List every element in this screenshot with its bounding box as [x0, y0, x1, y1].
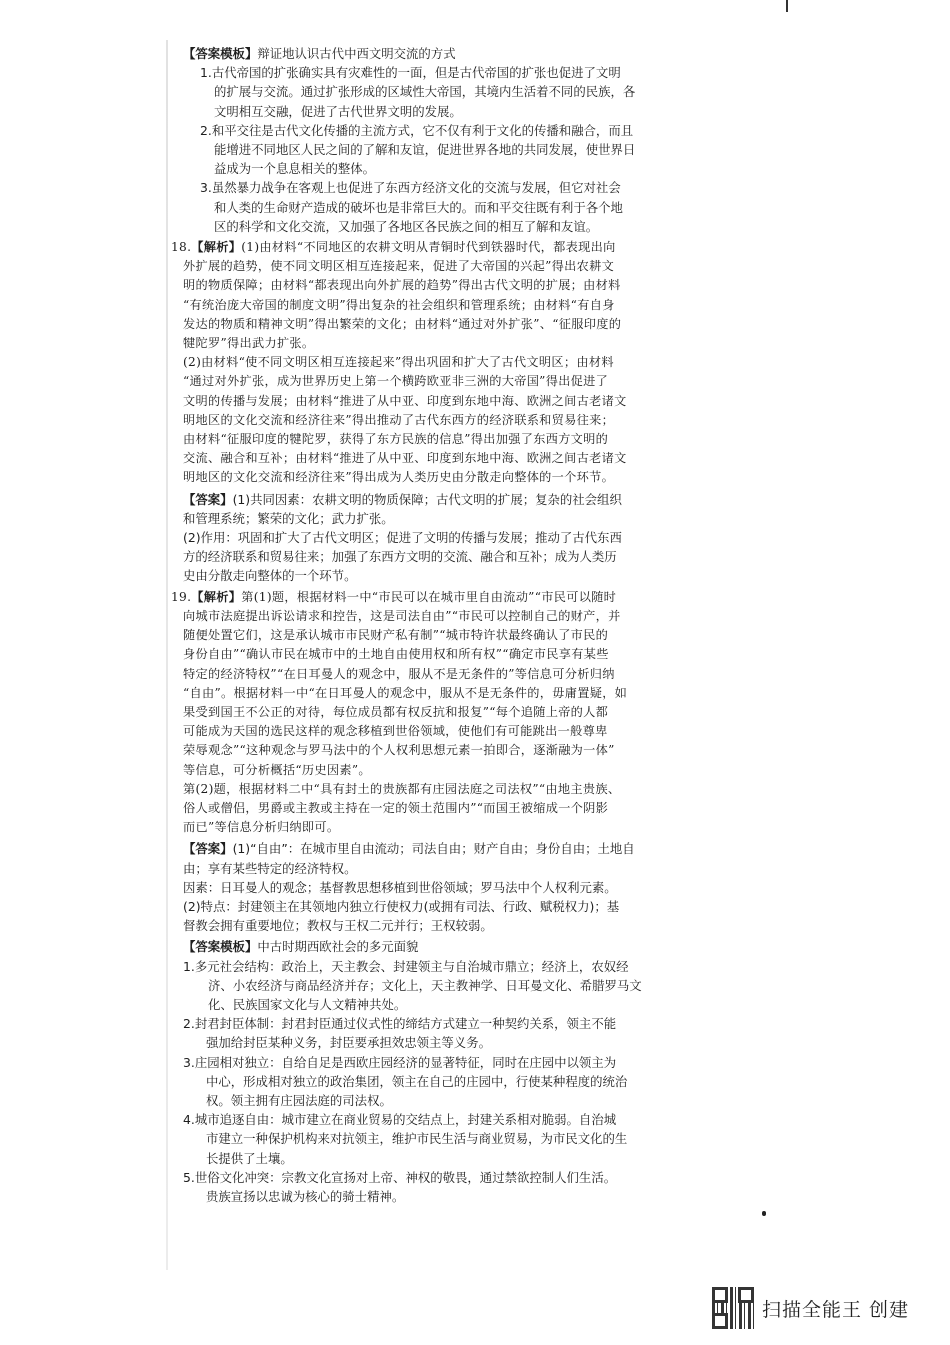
answer-line: (2)作用：巩固和扩大了古代文明区；促进了文明的传播与发展；推动了古代东西 [183, 530, 622, 546]
scan-mark [786, 0, 788, 12]
template-2-line: 5.世俗文化冲突：宗教文化宣扬对上帝、神权的敬畏，通过禁欲控制人们生活。 [183, 1169, 617, 1185]
template-2-line: 长提供了土壤。 [206, 1150, 293, 1166]
answer-line: 因素：日耳曼人的观念；基督教思想移植到世俗领域；罗马法中个人权利元素。 [183, 879, 617, 895]
template-2-line: 1.多元社会结构：政治上，天主教会、封建领主与自治城市鼎立；经济上，农奴经 [183, 958, 629, 974]
q18-answer-header [183, 490, 683, 509]
template-1-line: 1.古代帝国的扩张确实具有灾难性的一面，但是古代帝国的扩张也促进了文明 [200, 65, 621, 81]
answer-line: 督教会拥有重要地位；教权与王权二元并行；王权较弱。 [183, 918, 493, 934]
scanner-watermark [712, 1287, 909, 1329]
watermark-text: 扫描全能王 创建 [762, 1298, 910, 1321]
analysis-line: 第(1)题，根据材料一中“市民可以在城市里自由流动”“市民可以随时 [241, 589, 617, 604]
answer-line: 方的经济联系和贸易往来；加强了东西方文明的交流、融合和互补；成为人类历 [183, 549, 617, 565]
analysis-line: 外扩展的趋势，使不同文明区相互连接起来，促进了大帝国的兴起”得出农耕文 [183, 259, 615, 274]
scan-edge [166, 40, 168, 1270]
template-1-line: 3.虽然暴力战争在客观上也促进了东西方经济文化的交流与发展，但它对社会 [200, 180, 621, 196]
answer-line: (1)“自由”：在城市里自由流动；司法自由；财产自由；身份自由；土地自 [232, 841, 635, 857]
template-2-line: 4.城市追逐自由：城市建立在商业贸易的交结点上，封建关系相对脆弱。自治城 [183, 1112, 617, 1128]
analysis-line: 果受到国王不公正的对待，每位成员都有权反抗和报复”“每个追随上帝的人都 [183, 704, 609, 719]
analysis-line: 明地区的文化交流和经济往来”得出成为人类历史由分散走向整体的一个环节。 [183, 470, 615, 485]
analysis-line: 随便处置它们，这是承认城市市民财产私有制”“城市特许状最终确认了市民的 [183, 628, 609, 643]
answer-line: (2)特点：封建领主在其领地内独立行使权力(或拥有司法、行政、赋税权力)；基 [183, 898, 620, 914]
template-tag: 【答案模板】 [183, 939, 258, 955]
template-1-line: 文明相互交融，促进了古代世界文明的发展。 [214, 103, 462, 119]
template-2-line: 济、小农经济与商品经济并存；文化上，天主教神学、日耳曼文化、希腊罗马文 [208, 977, 642, 993]
template-1-line: 区的科学和文化交流，又加强了各地区各民族之间的相互了解和友谊。 [214, 218, 599, 234]
template-2-line: 贵族宣扬以忠诚为核心的骑士精神。 [206, 1188, 405, 1204]
analysis-line: 荣辱观念”“这种观念与罗马法中的个人权利思想元素一拍即合，逐渐融为一体” [183, 743, 615, 758]
template-tag: 【答案模板】 [183, 46, 258, 61]
analysis-line: “通过对外扩张，成为世界历史上第一个横跨欧亚非三洲的大帝国”得出促进了 [183, 374, 609, 389]
template-1-line: 和人类的生命财产造成的破坏也是非常巨大的。而和平交往既有利于各个地 [214, 199, 623, 215]
analysis-line: 向城市法庭提出诉讼请求和控告，这是司法自由”“市民可以控制自己的财产，并 [183, 608, 621, 623]
template-title: 中古时期西欧社会的多元面貌 [257, 939, 419, 955]
template-2-header [183, 937, 683, 956]
analysis-line: 明地区的文化交流和经济往来”得出推动了古代东西方的经济联系和贸易往来； [183, 412, 615, 427]
template-1-line: 的扩展与交流。通过扩张形成的区域性大帝国，其境内生活着不同的民族，各 [214, 84, 636, 100]
analysis-line: “自由”。根据材料一中“在日耳曼人的观念中，服从不是无条件的，毋庸置疑，如 [183, 685, 628, 700]
template-2-line: 强加给封臣某种义务，封臣要承担效忠领主等义务。 [206, 1035, 491, 1051]
question-number: 19. [171, 589, 192, 604]
template-2-line: 中心，形成相对独立的政治集团，领主在自己的庄园中，行使某种程度的统治 [206, 1073, 628, 1089]
answer-tag: 【答案】 [183, 491, 233, 507]
q19-answer-header [183, 839, 683, 858]
analysis-line: 可能成为天国的选民这样的观念移植到世俗领域，使他们有可能跳出一般尊卑 [183, 724, 608, 739]
analysis-line: 特定的经济特权”“在日耳曼人的观念中，服从不是无条件的”等信息可分析归纳 [183, 666, 615, 681]
template-1-header [183, 44, 683, 63]
answer-tag: 【答案】 [183, 841, 233, 857]
template-1-line: 2.和平交往是古代文化传播的主流方式，它不仅有利于文化的传播和融合，而且 [200, 122, 634, 138]
template-2-line: 3.庄园相对独立：自给自足是西欧庄园经济的显著特征，同时在庄园中以领主为 [183, 1054, 617, 1070]
analysis-line: 文明的传播与发展；由材料“推进了从中亚、印度到东地中海、欧洲之间古老诸文 [183, 393, 627, 408]
q18-analysis-header [171, 238, 683, 257]
qr-code-icon [712, 1287, 754, 1329]
analysis-line: “有统治庞大帝国的制度文明”得出复杂的社会组织和管理系统；由材料“有自身 [183, 297, 615, 312]
analysis-line: 身份自由”“确认市民在城市中的土地自由使用权和所有权”“确定市民享有某些 [183, 647, 609, 662]
template-2-line: 化、民族国家文化与人文精神共处。 [208, 996, 407, 1012]
analysis-line: 由材料“征服印度的犍陀罗，获得了东方民族的信息”得出加强了东西方文明的 [183, 432, 609, 447]
analysis-line: 发达的物质和精神文明”得出繁荣的文化；由材料“通过对外扩张”、“征服印度的 [183, 316, 622, 331]
analysis-tag: 【解析】 [191, 240, 242, 255]
template-2-line: 2.封君封臣体制：封君封臣通过仪式性的缔结方式建立一种契约关系，领主不能 [183, 1016, 617, 1032]
answer-line: 和管理系统；繁荣的文化；武力扩张。 [183, 510, 394, 526]
template-title: 辩证地认识古代中西文明交流的方式 [257, 46, 456, 61]
template-2-line: 权。领主拥有庄园法庭的司法权。 [206, 1092, 392, 1108]
analysis-line: 等信息，可分析概括“历史因素”。 [183, 762, 371, 777]
answer-line: 史由分散走向整体的一个环节。 [183, 568, 357, 584]
template-1-line: 益成为一个息息相关的整体。 [214, 161, 376, 177]
scan-speck [762, 1211, 766, 1216]
analysis-line: 明的物质保障；由材料“都表现出向外扩展的趋势”得出古代文明的扩展；由材料 [183, 278, 621, 293]
template-2-line: 市建立一种保护机构来对抗领主，维护市民生活与商业贸易，为市民文化的生 [206, 1131, 628, 1147]
analysis-line: (1)由材料“不同地区的农耕文明从青铜时代到铁器时代，都表现出向 [241, 240, 616, 255]
analysis-tag: 【解析】 [191, 589, 242, 604]
analysis-line: (2)由材料“使不同文明区相互连接起来”得出巩固和扩大了古代文明区；由材料 [183, 355, 614, 370]
template-1-line: 能增进不同地区人民之间的了解和友谊，促进世界各地的共同发展，使世界日 [214, 142, 636, 158]
analysis-line: 俗人或僧侣，男爵或主教或主持在一定的领土范围内”“而国王被缩成一个阴影 [183, 800, 609, 815]
q19-analysis-header [171, 588, 683, 607]
answer-line: (1)共同因素：农耕文明的物质保障；古代文明的扩展；复杂的社会组织 [232, 491, 622, 507]
analysis-line: 而已”等信息分析归纳即可。 [183, 820, 340, 835]
answer-line: 由；享有某些特定的经济特权。 [183, 860, 357, 876]
question-number: 18. [171, 240, 192, 255]
analysis-line: 犍陀罗”得出武力扩张。 [183, 336, 315, 351]
answer-page [171, 44, 683, 1206]
analysis-line: 交流、融合和互补；由材料“推进了从中亚、印度到东地中海、欧洲之间古老诸文 [183, 451, 627, 466]
analysis-line: 第(2)题，根据材料二中“具有封土的贵族都有庄园法庭之司法权”“由地主贵族、 [183, 781, 621, 796]
